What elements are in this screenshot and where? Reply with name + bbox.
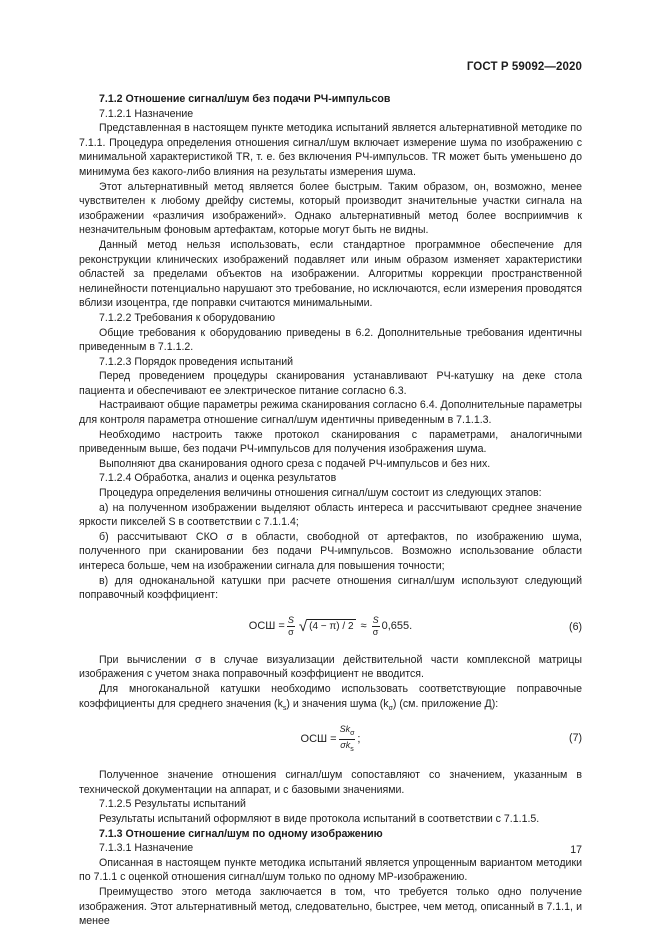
standard-header: ГОСТ Р 59092—2020 [466, 61, 582, 73]
subsection-heading: 7.1.2.5 Результаты испытаний [99, 798, 246, 811]
subsection-heading: 7.1.2.2 Требования к оборудованию [99, 311, 276, 324]
page-content [79, 92, 582, 929]
list-item-a: а) на полученном изображении выделяют область интереса и рассчитывают среднее значение яркости пикселей S в соответствии с 7.1.1.4; [79, 501, 582, 529]
list-item-b: б) рассчитывают СКО σ в области, свободной от артефактов, по изображению шума, полученного при сканировании без подачи РЧ-импульсов. Возможно использование области интереса больше, чем на изображении сигнала для повышения точности; [79, 530, 582, 572]
formula-lhs: ОСШ = [300, 732, 337, 745]
fraction-snr: $\frac{Sk_\sigma}{\sigma k_s}$ [339, 723, 355, 753]
subsection-heading: 7.1.2.1 Назначение [99, 107, 194, 120]
paragraph: Необходимо настроить также протокол сканирования с параметрами, аналогичными приведенным выше, без подачи РЧ-импульсов для получения изображения шума. [79, 428, 582, 456]
paragraph: Данный метод нельзя использовать, если стандартное программное обеспечение для реконструкции клинических изображений подавляет или иным образом изменяет характеристики областей за пределами объектов на изображении. Алгоритмы коррекции пространственной нелинейности потенциально нарушают это требование, но исключаются, если измерения проводятся вблизи изоцентра, где поправки считаются минимальными. [79, 238, 583, 310]
paragraph: Полученное значение отношения сигнал/шум сопоставляют со значением, указанным в технической документации на аппарат, и с базовыми значениями. [79, 769, 582, 796]
paragraph: Настраивают общие параметры режима сканирования согласно 6.4. Дополнительные параметры для контроля параметра отношение сигнал/шум идентичны приведенным в 7.1.1.3. [79, 399, 582, 427]
fraction-s-sigma-2: $\frac{S}{\sigma}$ [372, 615, 379, 638]
paragraph: Преимущество этого метода заключается в том, что требуется только одно получение изображения. Этот альтернативный метод, следовательно, быстрее, чем метод, описанный в 7.1.1, и менее [79, 886, 582, 928]
list-item-c: в) для одноканальной катушки при расчете отношения сигнал/шум используют следующий поправочный коэффициент: [79, 574, 582, 602]
paragraph: Перед проведением процедуры сканирования устанавливают РЧ-катушку на деке стола пациента и обеспечивают ее электрическое питание согласно 6.3. [79, 370, 582, 397]
paragraph: При вычислении σ в случае визуализации действительной части комплексной матрицы изображения с учетом знака поправочный коэффициент не вводится. [79, 653, 582, 681]
subsection-heading: 7.1.2.3 Порядок проведения испытаний [99, 355, 294, 368]
formula-number: (7) [569, 732, 582, 745]
paragraph: Этот альтернативный метод является более быстрым. Таким образом, он, возможно, менее чувствителен к любому дрейфу системы, который производит значительные участки сигнала на изображении «различия изображений». Однако альтернативный метод более восприимчив к незначительным фоновым артефактам, которые могут быть не видны. [79, 180, 582, 237]
paragraph-multichannel: Для многоканальной катушки необходимо использовать соответствующие поправочные коэффициенты для среднего значения $(k_s)$ и значения шума $(k_\sigma)$ (см. приложение Д): [79, 682, 582, 712]
square-root: √ (4 − π) / 2 [298, 618, 354, 636]
formula-lhs: ОСШ = [248, 620, 285, 633]
paragraph: Процедура определения величины отношения сигнал/шум состоит из следующих этапов: [99, 487, 542, 500]
section-heading: 7.1.3 Отношение сигнал/шум по одному изображению [99, 827, 383, 840]
paragraph: Результаты испытаний оформляют в виде протокола испытаний в соответствии с 7.1.1.5. [99, 813, 540, 826]
section-heading: 7.1.2 Отношение сигнал/шум без подачи РЧ-импульсов [99, 93, 391, 105]
paragraph: Описанная в настоящем пункте методика испытаний является упрощенным вариантом методики по 7.1.1 с оценкой отношения сигнал/шум только по одному МР-изображению. [79, 856, 582, 884]
formula-tail: ; [357, 732, 361, 745]
page-number: 17 [570, 844, 582, 856]
paragraph: Выполняют два сканирования одного среза с подачей РЧ-импульсов и без них. [99, 457, 491, 470]
formula-7 [79, 720, 582, 758]
subsection-heading: 7.1.3.1 Назначение [99, 842, 194, 855]
paragraph: Общие требования к оборудованию приведены в 6.2. Дополнительные требования идентичны приведенным в 7.1.1.2. [79, 326, 582, 354]
paragraph: Представленная в настоящем пункте методика испытаний является альтернативной методике по 7.1.1. Процедура определения отношения сигнал/шум включает измерение шума по изображению с минимальной характеристикой TR, т. е. без включения РЧ-импульсов. TR может быть уменьшено до минимума без какого-либо влияния на результаты измерения шума. [79, 122, 582, 178]
subsection-heading: 7.1.2.4 Обработка, анализ и оценка результатов [99, 472, 337, 485]
fraction-s-sigma: $\frac{S}{\sigma}$ [287, 615, 294, 638]
approx-sign: ≈ [360, 620, 367, 633]
formula-6 [79, 609, 582, 645]
formula-number: (6) [569, 620, 582, 633]
formula-value: 0,655. [381, 620, 413, 633]
